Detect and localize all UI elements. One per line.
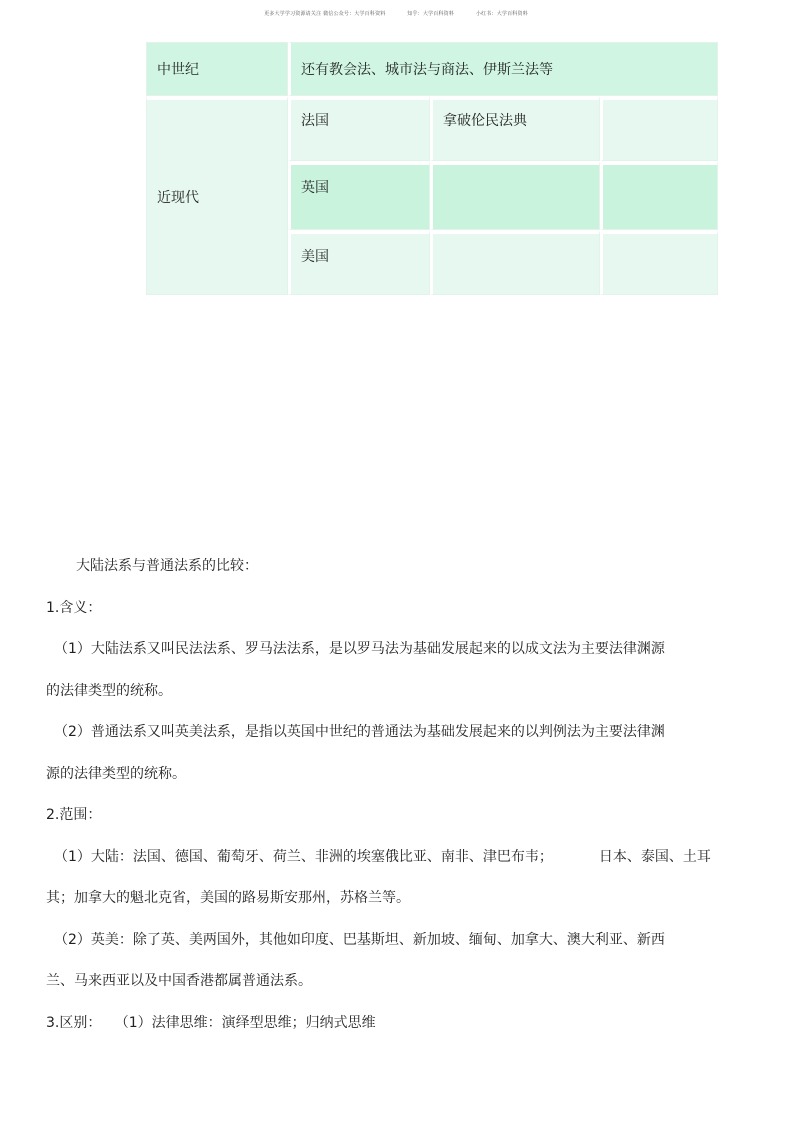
difference-heading: 3.区别： — [46, 1014, 102, 1031]
content-cell-medieval: 还有教会法、城市法与商法、伊斯兰法等 — [288, 42, 718, 96]
extra-cell-usa — [600, 230, 718, 295]
scope-1-line-2: 其；加拿大的魁北克省，美国的路易斯安那州，苏格兰等。 — [46, 890, 410, 906]
document-body — [46, 556, 746, 1054]
scope-2-line-1: （2）英美：除了英、美两国外，其他如印度、巴基斯坦、新加坡、缅甸、加拿大、澳大利亚、新西 — [54, 931, 665, 948]
difference-1: （1）法律思维：演绎型思维；归纳式思维 — [114, 1014, 376, 1031]
definition-1-line-2: 的法律类型的统称。 — [46, 682, 172, 699]
code-cell-britain — [430, 161, 600, 230]
scope-heading: 2.范围： — [46, 807, 102, 823]
extra-cell-france — [600, 96, 718, 161]
header-note — [0, 10, 792, 17]
country-cell-usa: 美国 — [288, 230, 430, 295]
difference-line — [46, 1013, 746, 1055]
definition-1-line-1: （1）大陆法系又叫民法法系、罗马法法系，是以罗马法为基础发展起来的以成文法为主要法律渊源 — [54, 641, 665, 657]
section-title: 大陆法系与普通法系的比较： — [76, 558, 258, 574]
table-row-medieval — [146, 42, 718, 96]
scope-2-line-2: 兰、马来西亚以及中国香港都属普通法系。 — [46, 973, 312, 989]
scope-1-line-1-part-b: 日本、泰国、土耳 — [598, 848, 711, 865]
code-cell-usa — [430, 230, 600, 295]
era-cell-modern: 近现代 — [146, 96, 288, 295]
table-row-france — [146, 96, 718, 161]
header-note-xiaohongshu: 小红书：大学百科资料 — [475, 11, 528, 17]
legal-history-table — [146, 42, 718, 295]
scope-1-line-1-part-a: （1）大陆：法国、德国、葡萄牙、荷兰、非洲的埃塞俄比亚、南非、津巴布韦； — [54, 848, 553, 865]
country-cell-france: 法国 — [288, 96, 430, 161]
country-cell-britain: 英国 — [288, 161, 430, 230]
extra-cell-britain — [600, 161, 718, 230]
definition-2-line-1: （2）普通法系又叫英美法系，是指以英国中世纪的普通法为基础发展起来的以判例法为主要法律渊 — [54, 724, 665, 740]
definition-heading: 1.含义： — [46, 599, 102, 616]
code-cell-france: 拿破伦民法典 — [430, 96, 600, 161]
scope-1-line-1 — [46, 847, 746, 889]
header-note-wechat: 更多大学学习资源请关注 微信公众号：大学百科资料 — [264, 11, 386, 17]
era-cell-medieval: 中世纪 — [146, 42, 288, 96]
header-note-zhihu: 知乎：大学百科资料 — [407, 11, 455, 17]
definition-2-line-2: 源的法律类型的统称。 — [46, 765, 186, 782]
